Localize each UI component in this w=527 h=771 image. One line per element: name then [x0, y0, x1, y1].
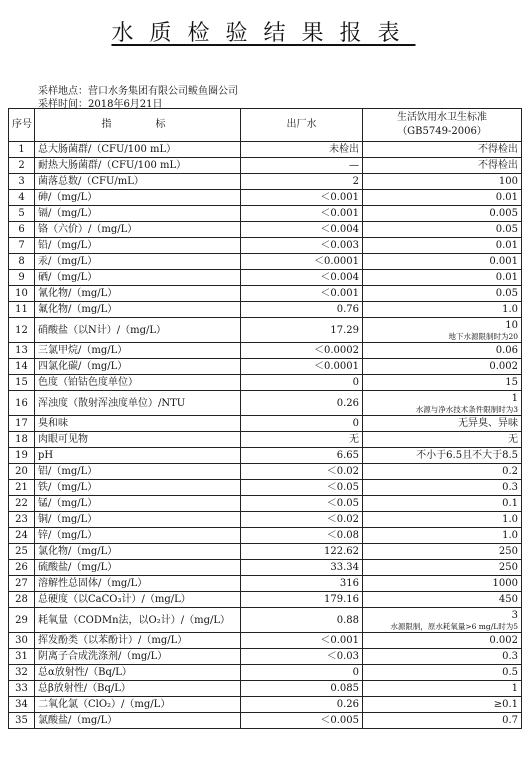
row-index: 7 [9, 238, 35, 254]
row-indicator: 总大肠菌群/（CFU/100 mL） [35, 142, 241, 158]
row-standard [363, 544, 522, 560]
row-standard [363, 608, 522, 633]
row-indicator: 硫酸盐/（mg/L） [35, 560, 241, 576]
row-value: 179.16 [241, 592, 363, 608]
row-indicator: 锰/（mg/L） [35, 496, 241, 512]
table-row [9, 560, 522, 576]
row-value: 未检出 [241, 142, 363, 158]
row-value: ＜0.001 [241, 206, 363, 222]
table-row [9, 416, 522, 432]
header-standard [363, 109, 522, 142]
row-standard-note: 地下水源限制时为20 [448, 332, 518, 341]
row-standard-value: 15 [505, 377, 518, 388]
header-standard-line1: 生活饮用水卫生标准 [397, 112, 487, 123]
row-standard [363, 528, 522, 544]
row-standard-value: 10 [505, 320, 518, 331]
header-indicator: 指 标 [35, 109, 241, 142]
sampling-time: 采样时间：2018年6月21日 [38, 99, 163, 110]
row-value: ＜0.05 [241, 496, 363, 512]
row-standard-value: 1.0 [502, 530, 518, 541]
row-value: ＜0.02 [241, 512, 363, 528]
row-standard-value: 1.0 [502, 514, 518, 525]
row-standard [363, 464, 522, 480]
table-row [9, 480, 522, 496]
row-standard [363, 359, 522, 375]
row-standard-value: 0.01 [495, 192, 518, 203]
row-value: 0.88 [241, 608, 363, 633]
row-indicator: pH [35, 448, 241, 464]
row-standard [363, 681, 522, 697]
row-standard [363, 254, 522, 270]
table-row [9, 359, 522, 375]
table-row [9, 448, 522, 464]
row-standard [363, 343, 522, 359]
row-indicator: 氰化物/（mg/L） [35, 286, 241, 302]
table-row [9, 318, 522, 343]
row-value: ＜0.05 [241, 480, 363, 496]
row-index: 23 [9, 512, 35, 528]
row-indicator: 总β放射性/（Bq/L） [35, 681, 241, 697]
row-standard [363, 158, 522, 174]
table-row [9, 496, 522, 512]
row-indicator: 砷/（mg/L） [35, 190, 241, 206]
row-indicator: 氟化物/（mg/L） [35, 302, 241, 318]
sampling-location: 采样地点：营口水务集团有限公司鲅鱼圈公司 [38, 86, 238, 97]
table-row [9, 528, 522, 544]
row-standard [363, 665, 522, 681]
row-standard-value: 250 [498, 546, 518, 557]
row-index: 20 [9, 464, 35, 480]
row-index: 9 [9, 270, 35, 286]
table-row [9, 158, 522, 174]
row-index: 5 [9, 206, 35, 222]
row-index: 15 [9, 375, 35, 391]
row-standard [363, 286, 522, 302]
row-standard-value: 0.7 [502, 715, 518, 726]
table-row [9, 432, 522, 448]
row-value: ＜0.001 [241, 190, 363, 206]
row-standard-value: ≥0.1 [493, 699, 518, 710]
row-value: 0 [241, 665, 363, 681]
table-row [9, 302, 522, 318]
table-row [9, 206, 522, 222]
row-index: 17 [9, 416, 35, 432]
row-index: 14 [9, 359, 35, 375]
row-indicator: 锌/（mg/L） [35, 528, 241, 544]
row-value: ＜0.001 [241, 286, 363, 302]
table-header-row [9, 109, 522, 142]
row-value: ＜0.004 [241, 270, 363, 286]
table-row [9, 286, 522, 302]
row-standard [363, 302, 522, 318]
row-index: 2 [9, 158, 35, 174]
table-row [9, 665, 522, 681]
row-index: 24 [9, 528, 35, 544]
row-standard [363, 270, 522, 286]
row-index: 1 [9, 142, 35, 158]
row-indicator: 汞/（mg/L） [35, 254, 241, 270]
row-standard [363, 713, 522, 729]
row-index: 3 [9, 174, 35, 190]
table-row [9, 592, 522, 608]
row-standard-value: 250 [498, 562, 518, 573]
row-index: 31 [9, 649, 35, 665]
row-standard-value: 无 [508, 434, 518, 445]
row-standard-value: 0.1 [502, 498, 518, 509]
row-standard-value: 0.005 [489, 208, 518, 219]
header-index: 序号 [9, 109, 35, 142]
table-row [9, 174, 522, 190]
table-row [9, 544, 522, 560]
row-standard-value: 1000 [492, 578, 518, 589]
row-standard [363, 448, 522, 464]
row-standard [363, 560, 522, 576]
row-standard-value: 0.05 [495, 224, 518, 235]
row-standard [363, 391, 522, 416]
row-value: ＜0.0001 [241, 359, 363, 375]
row-value: 0 [241, 375, 363, 391]
row-standard [363, 512, 522, 528]
row-standard [363, 190, 522, 206]
table-row [9, 375, 522, 391]
row-indicator: 阴离子合成洗涤剂/（mg/L） [35, 649, 241, 665]
row-value: 0.085 [241, 681, 363, 697]
row-value: ＜0.0001 [241, 254, 363, 270]
row-standard-value: 0.2 [502, 466, 518, 477]
row-standard-value: 100 [498, 176, 518, 187]
row-standard [363, 142, 522, 158]
table-row [9, 222, 522, 238]
table-row [9, 649, 522, 665]
row-standard-value: 0.06 [495, 345, 518, 356]
row-standard-value: 0.002 [489, 635, 518, 646]
row-value: 2 [241, 174, 363, 190]
row-index: 27 [9, 576, 35, 592]
row-indicator: 硒/（mg/L） [35, 270, 241, 286]
row-indicator: 总硬度（以CaCO₃计）/（mg/L） [35, 592, 241, 608]
row-index: 12 [9, 318, 35, 343]
row-standard [363, 222, 522, 238]
row-index: 4 [9, 190, 35, 206]
row-value: ＜0.005 [241, 713, 363, 729]
row-indicator: 臭和味 [35, 416, 241, 432]
table-row [9, 190, 522, 206]
row-standard-value: 1.0 [502, 304, 518, 315]
row-standard-value: 1 [511, 683, 518, 694]
row-standard-value: 1 [511, 393, 518, 404]
row-value: 0.26 [241, 391, 363, 416]
results-table [8, 108, 522, 729]
row-indicator: 耗氧量（CODMn法，以O₂计）/（mg/L） [35, 608, 241, 633]
row-value: ＜0.08 [241, 528, 363, 544]
table-row [9, 343, 522, 359]
row-standard-value: 无异臭、异味 [458, 418, 518, 429]
row-standard-value: 不得检出 [478, 160, 518, 171]
row-indicator: 总α放射性/（Bq/L） [35, 665, 241, 681]
row-index: 13 [9, 343, 35, 359]
row-indicator: 铅/（mg/L） [35, 238, 241, 254]
row-index: 8 [9, 254, 35, 270]
table-row [9, 142, 522, 158]
report-title [0, 16, 527, 47]
row-standard [363, 318, 522, 343]
row-indicator: 三氯甲烷/（mg/L） [35, 343, 241, 359]
row-standard-value: 0.01 [495, 272, 518, 283]
row-standard [363, 576, 522, 592]
row-index: 34 [9, 697, 35, 713]
row-standard [363, 649, 522, 665]
row-standard [363, 416, 522, 432]
row-value: 17.29 [241, 318, 363, 343]
row-indicator: 镉/（mg/L） [35, 206, 241, 222]
report-title-text: 水质检验结果报表 [111, 21, 416, 46]
row-index: 32 [9, 665, 35, 681]
row-standard-value: 不小于6.5且不大于8.5 [416, 450, 518, 461]
row-index: 33 [9, 681, 35, 697]
row-index: 21 [9, 480, 35, 496]
row-indicator: 色度（铂钴色度单位） [35, 375, 241, 391]
table-row [9, 713, 522, 729]
table-row [9, 254, 522, 270]
row-value: ＜0.004 [241, 222, 363, 238]
row-index: 19 [9, 448, 35, 464]
row-standard [363, 375, 522, 391]
row-value: ＜0.001 [241, 633, 363, 649]
table-row [9, 238, 522, 254]
row-standard-value: 0.01 [495, 240, 518, 251]
row-value: 0.76 [241, 302, 363, 318]
row-value: 122.62 [241, 544, 363, 560]
row-value: ＜0.03 [241, 649, 363, 665]
table-row [9, 697, 522, 713]
header-standard-line2: （GB5749-2006） [397, 126, 487, 137]
row-standard-value: 0.3 [502, 651, 518, 662]
row-standard [363, 432, 522, 448]
row-indicator: 铁/（mg/L） [35, 480, 241, 496]
row-value: 316 [241, 576, 363, 592]
row-indicator: 耐热大肠菌群/（CFU/100 mL） [35, 158, 241, 174]
row-value: 0 [241, 416, 363, 432]
table-row [9, 633, 522, 649]
table-row [9, 270, 522, 286]
row-value: 0.26 [241, 697, 363, 713]
table-row [9, 608, 522, 633]
row-indicator: 四氯化碳/（mg/L） [35, 359, 241, 375]
row-indicator: 铜/（mg/L） [35, 512, 241, 528]
row-index: 16 [9, 391, 35, 416]
row-standard-value: 0.3 [502, 482, 518, 493]
row-index: 25 [9, 544, 35, 560]
table-row [9, 464, 522, 480]
row-indicator: 铬（六价）/（mg/L） [35, 222, 241, 238]
row-indicator: 氯化物/（mg/L） [35, 544, 241, 560]
row-indicator: 二氧化氯（ClO₂）/（mg/L） [35, 697, 241, 713]
row-value: ＜0.003 [241, 238, 363, 254]
row-standard-value: 0.5 [502, 667, 518, 678]
row-indicator: 铝/（mg/L） [35, 464, 241, 480]
row-value: 33.34 [241, 560, 363, 576]
row-index: 26 [9, 560, 35, 576]
row-standard-note: 水源与净水技术条件限制时为3 [415, 405, 518, 414]
header-value: 出厂水 [241, 109, 363, 142]
row-index: 18 [9, 432, 35, 448]
row-standard-value: 不得检出 [478, 144, 518, 155]
row-index: 30 [9, 633, 35, 649]
row-standard [363, 633, 522, 649]
row-indicator: 溶解性总固体/（mg/L） [35, 576, 241, 592]
row-value: ＜0.0002 [241, 343, 363, 359]
row-standard [363, 496, 522, 512]
row-indicator: 肉眼可见物 [35, 432, 241, 448]
row-standard [363, 697, 522, 713]
table-row [9, 512, 522, 528]
row-standard [363, 480, 522, 496]
row-indicator: 硝酸盐（以N计）/（mg/L） [35, 318, 241, 343]
row-index: 35 [9, 713, 35, 729]
row-standard-value: 450 [498, 594, 518, 605]
row-standard-value: 0.05 [495, 288, 518, 299]
row-indicator: 挥发酚类（以苯酚计）/（mg/L） [35, 633, 241, 649]
row-standard [363, 592, 522, 608]
row-indicator: 菌落总数/（CFU/mL） [35, 174, 241, 190]
row-standard [363, 174, 522, 190]
row-index: 6 [9, 222, 35, 238]
row-standard [363, 206, 522, 222]
row-index: 22 [9, 496, 35, 512]
table-row [9, 391, 522, 416]
row-standard [363, 238, 522, 254]
row-value: ＜0.02 [241, 464, 363, 480]
row-standard-note: 水源限制，原水耗氧量>6 mg/L时为5 [390, 622, 518, 631]
row-standard-value: 0.002 [489, 361, 518, 372]
row-index: 10 [9, 286, 35, 302]
row-value: 无 [241, 432, 363, 448]
row-index: 28 [9, 592, 35, 608]
row-value: — [241, 158, 363, 174]
row-indicator: 氯酸盐/（mg/L） [35, 713, 241, 729]
row-value: 6.65 [241, 448, 363, 464]
row-standard-value: 3 [511, 610, 518, 621]
table-row [9, 576, 522, 592]
table-row [9, 681, 522, 697]
row-index: 11 [9, 302, 35, 318]
row-standard-value: 0.001 [489, 256, 518, 267]
row-index: 29 [9, 608, 35, 633]
row-indicator: 浑浊度（散射浑浊度单位）/NTU [35, 391, 241, 416]
